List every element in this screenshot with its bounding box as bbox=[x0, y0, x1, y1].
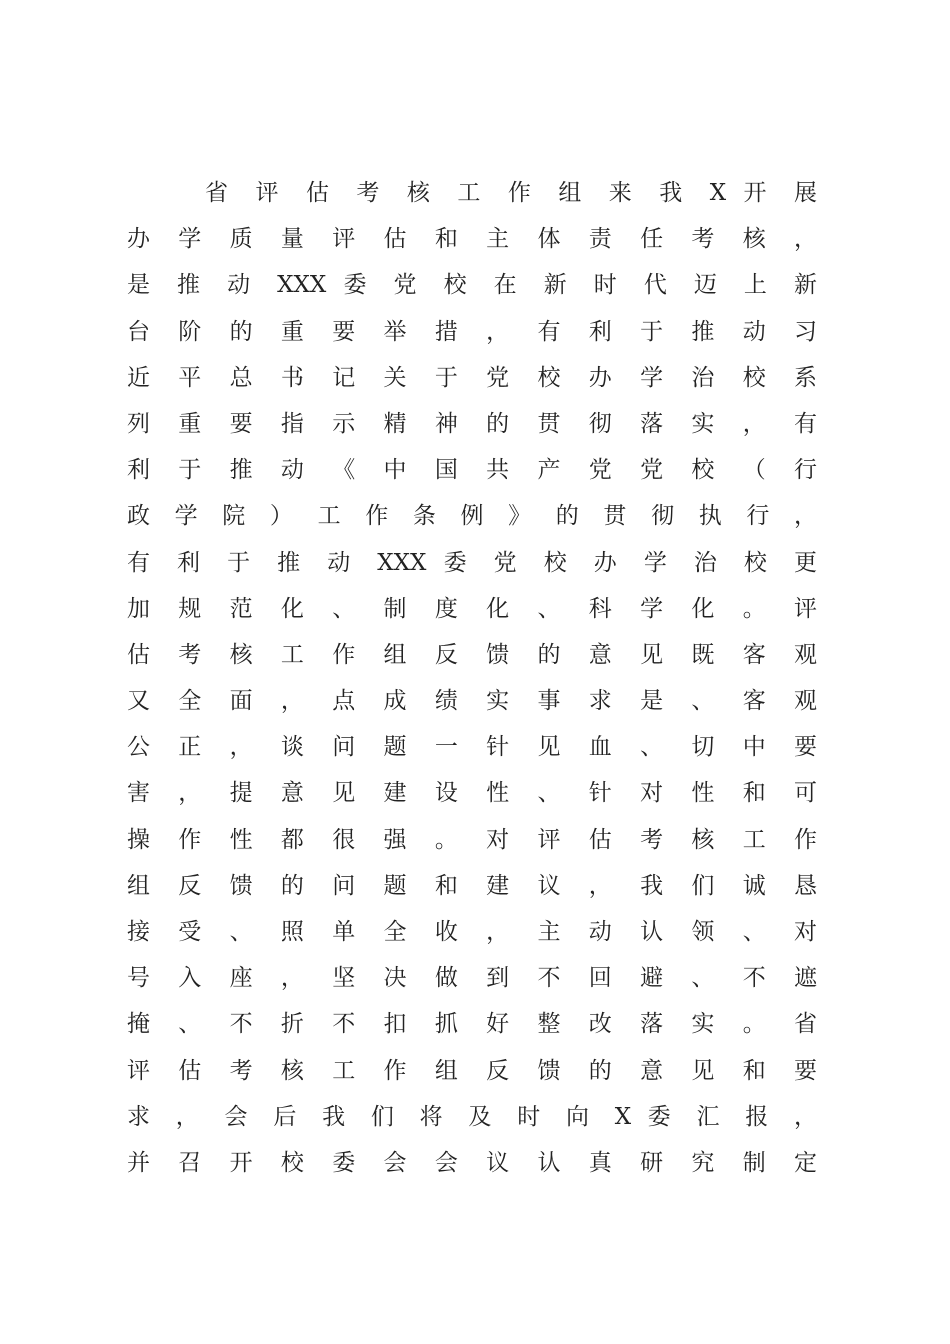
text-line: 公 正 ， 谈 问 题 一 针 见 血 、 切 中 要 bbox=[127, 734, 817, 761]
text-line: 是 推 动 XXX 委 党 校 在 新 时 代 迈 上 新 bbox=[127, 272, 817, 299]
text-line: 近 平 总 书 记 关 于 党 校 办 学 治 校 系 bbox=[127, 364, 817, 391]
text-line: 政 学 院 ） 工 作 条 例 》 的 贯 彻 执 行 ， bbox=[127, 503, 817, 530]
text-line: 又 全 面 ， 点 成 绩 实 事 求 是 、 客 观 bbox=[127, 688, 817, 715]
text-line: 办 学 质 量 评 估 和 主 体 责 任 考 核 ， bbox=[127, 226, 817, 253]
text-line: 利 于 推 动 《 中 国 共 产 党 党 校 （ 行 bbox=[127, 457, 817, 484]
text-line: 评 估 考 核 工 作 组 反 馈 的 意 见 和 要 bbox=[127, 1057, 817, 1084]
text-line: 有 利 于 推 动 XXX 委 党 校 办 学 治 校 更 bbox=[127, 549, 817, 576]
text-line: 估 考 核 工 作 组 反 馈 的 意 见 既 客 观 bbox=[127, 641, 817, 668]
text-line: 台 阶 的 重 要 举 措 ， 有 利 于 推 动 习 bbox=[127, 318, 817, 345]
text-line: 害 ， 提 意 见 建 设 性 、 针 对 性 和 可 bbox=[127, 780, 817, 807]
text-line: 号 入 座 ， 坚 决 做 到 不 回 避 、 不 遮 bbox=[127, 965, 817, 992]
text-line: 接 受 、 照 单 全 收 ， 主 动 认 领 、 对 bbox=[127, 919, 817, 945]
body-paragraph bbox=[127, 170, 817, 1186]
text-line: 操 作 性 都 很 强 。 对 评 估 考 核 工 作 bbox=[127, 826, 817, 853]
text-line: 求 ， 会 后 我 们 将 及 时 向 X 委 汇 报 ， bbox=[127, 1103, 817, 1130]
text-line: 组 反 馈 的 问 题 和 建 议 ， 我 们 诚 恳 bbox=[127, 872, 817, 899]
text-line: 列 重 要 指 示 精 神 的 贯 彻 落 实 ， 有 bbox=[127, 410, 817, 437]
text-line: 加 规 范 化 、 制 度 化 、 科 学 化 。 评 bbox=[127, 595, 817, 622]
text-line: 并 召 开 校 委 会 会 议 认 真 研 究 制 定 bbox=[127, 1149, 817, 1176]
text-line: 掩 、 不 折 不 扣 抓 好 整 改 落 实 。 省 bbox=[127, 1011, 817, 1038]
text-line: 省 评 估 考 核 工 作 组 来 我 X 开 展 bbox=[205, 180, 817, 206]
